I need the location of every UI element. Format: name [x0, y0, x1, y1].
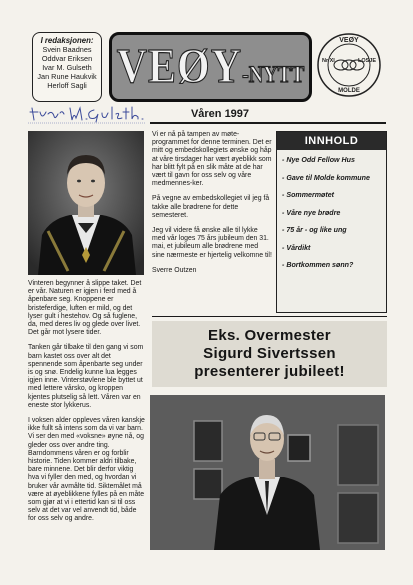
- masthead-title: [117, 39, 305, 94]
- seal-text-right: LOSJE: [357, 58, 376, 64]
- portrait-photo: [28, 131, 144, 275]
- contents-item: - Vårdikt: [282, 243, 311, 252]
- divider: [150, 122, 386, 124]
- editor-name: Jan Rune Haukvik: [37, 72, 97, 81]
- masthead: [109, 32, 312, 102]
- seal-text-top: VEØY: [339, 37, 359, 44]
- contents-item: - Sommermøtet: [282, 191, 335, 199]
- article-paragraph: Tanken går tilbake til den gang vi som barn kastet oss over alt det spennende som åpenbarte seg under is og snø. Endelig kunne lua legges igjen inne. Vinterstøvlene ble byttet ut med lettere vårsko, og kroppen kjentes plutselig så lett. Våren var en eneste stor lykkerus.: [28, 344, 144, 409]
- headline-line: presenterer jubileet!: [194, 363, 345, 380]
- contents-box: [276, 131, 387, 313]
- contents-item: - Gave til Molde kommune: [282, 173, 370, 182]
- divider: [152, 316, 387, 317]
- masthead-title-main: VEØY: [116, 40, 243, 94]
- seal-text-left: Nr XI: [322, 58, 335, 64]
- article-paragraph: I voksen alder oppleves våren kanskje ikke fullt så intens som da vi var barn. Vi ser den med «voksne» øyne nå, og gleder oss over andre ting. Barndommens våren er og forblir historie. Tiden kommer aldri tilbake, bare minnene. Det blir derfor viktig hva vi fyller den med, og hvordan vi bruker vår avmålte tid. Siktemålet må være at øyeblikkene fylles på en måte som gjør at vi i ettertid kan si til oss selv at det var vel anvendt tid, både for oss selv og andre.: [28, 417, 145, 523]
- editorial-board-heading: I redaksjonen:: [40, 36, 94, 45]
- editor-name: Svein Baadnes: [42, 45, 92, 54]
- intro-signoff: Sverre Outzen: [152, 266, 197, 274]
- contents-item: - Nye Odd Fellow Hus: [282, 156, 355, 164]
- contents-item: - Bortkommen sønn?: [282, 261, 354, 269]
- intro-article: [152, 131, 272, 282]
- masthead-title-tail: -NYTT: [242, 62, 305, 88]
- issue-label: Våren 1997: [190, 108, 250, 120]
- intro-paragraph: Jeg vil videre få ønske alle til lykke med vår loges 75 års jubileum den 31. mai, et jubileum alle brødrene med sine nærmeste er hjertelig velkomne til!: [152, 227, 272, 259]
- spring-article: [28, 280, 146, 531]
- contents-item: - 75 år - og like ung: [282, 226, 347, 234]
- intro-paragraph: Vi er nå på tampen av møte-programmet for denne terminen. Det er mitt og embedskollegiets ønske og håp at våre tirsdager har vært øyeblikk som har blitt fylt på en slik måte at de har vært til gavn for oss selv og våre medmennes-ker.: [152, 131, 272, 188]
- editor-name: Oddvar Eriksen: [41, 54, 93, 63]
- lodge-seal-icon: [316, 32, 382, 98]
- contents-list: [277, 150, 386, 270]
- jubilee-photo: [150, 395, 385, 550]
- contents-item: - Våre nye brødre: [282, 208, 341, 217]
- seal-text-bottom: MOLDE: [338, 88, 360, 94]
- handwritten-signature: [28, 104, 148, 126]
- intro-paragraph: På vegne av embedskollegiet vil jeg få takke alle brødrene for dette semesteret.: [152, 195, 270, 219]
- contents-heading: INNHOLD: [277, 132, 386, 150]
- editorial-board-box: [32, 32, 102, 102]
- headline: [152, 321, 387, 387]
- article-paragraph: Vinteren begynner å slippe taket. Det er vår. Naturen er igjen i ferd med å åpenbare seg. Knoppene er bristeferdige, luften er mild, og det lyser gult i hestehov. Og så fuglene, da, med deres liv og glede over livet. Det går mot lysere tider.: [28, 280, 142, 337]
- headline-line: Sigurd Sivertssen: [203, 345, 336, 362]
- editor-name: Herloff Sagli: [47, 81, 87, 90]
- editor-name: Ivar M. Gulseth: [42, 63, 92, 72]
- headline-line: Eks. Overmester: [208, 327, 331, 344]
